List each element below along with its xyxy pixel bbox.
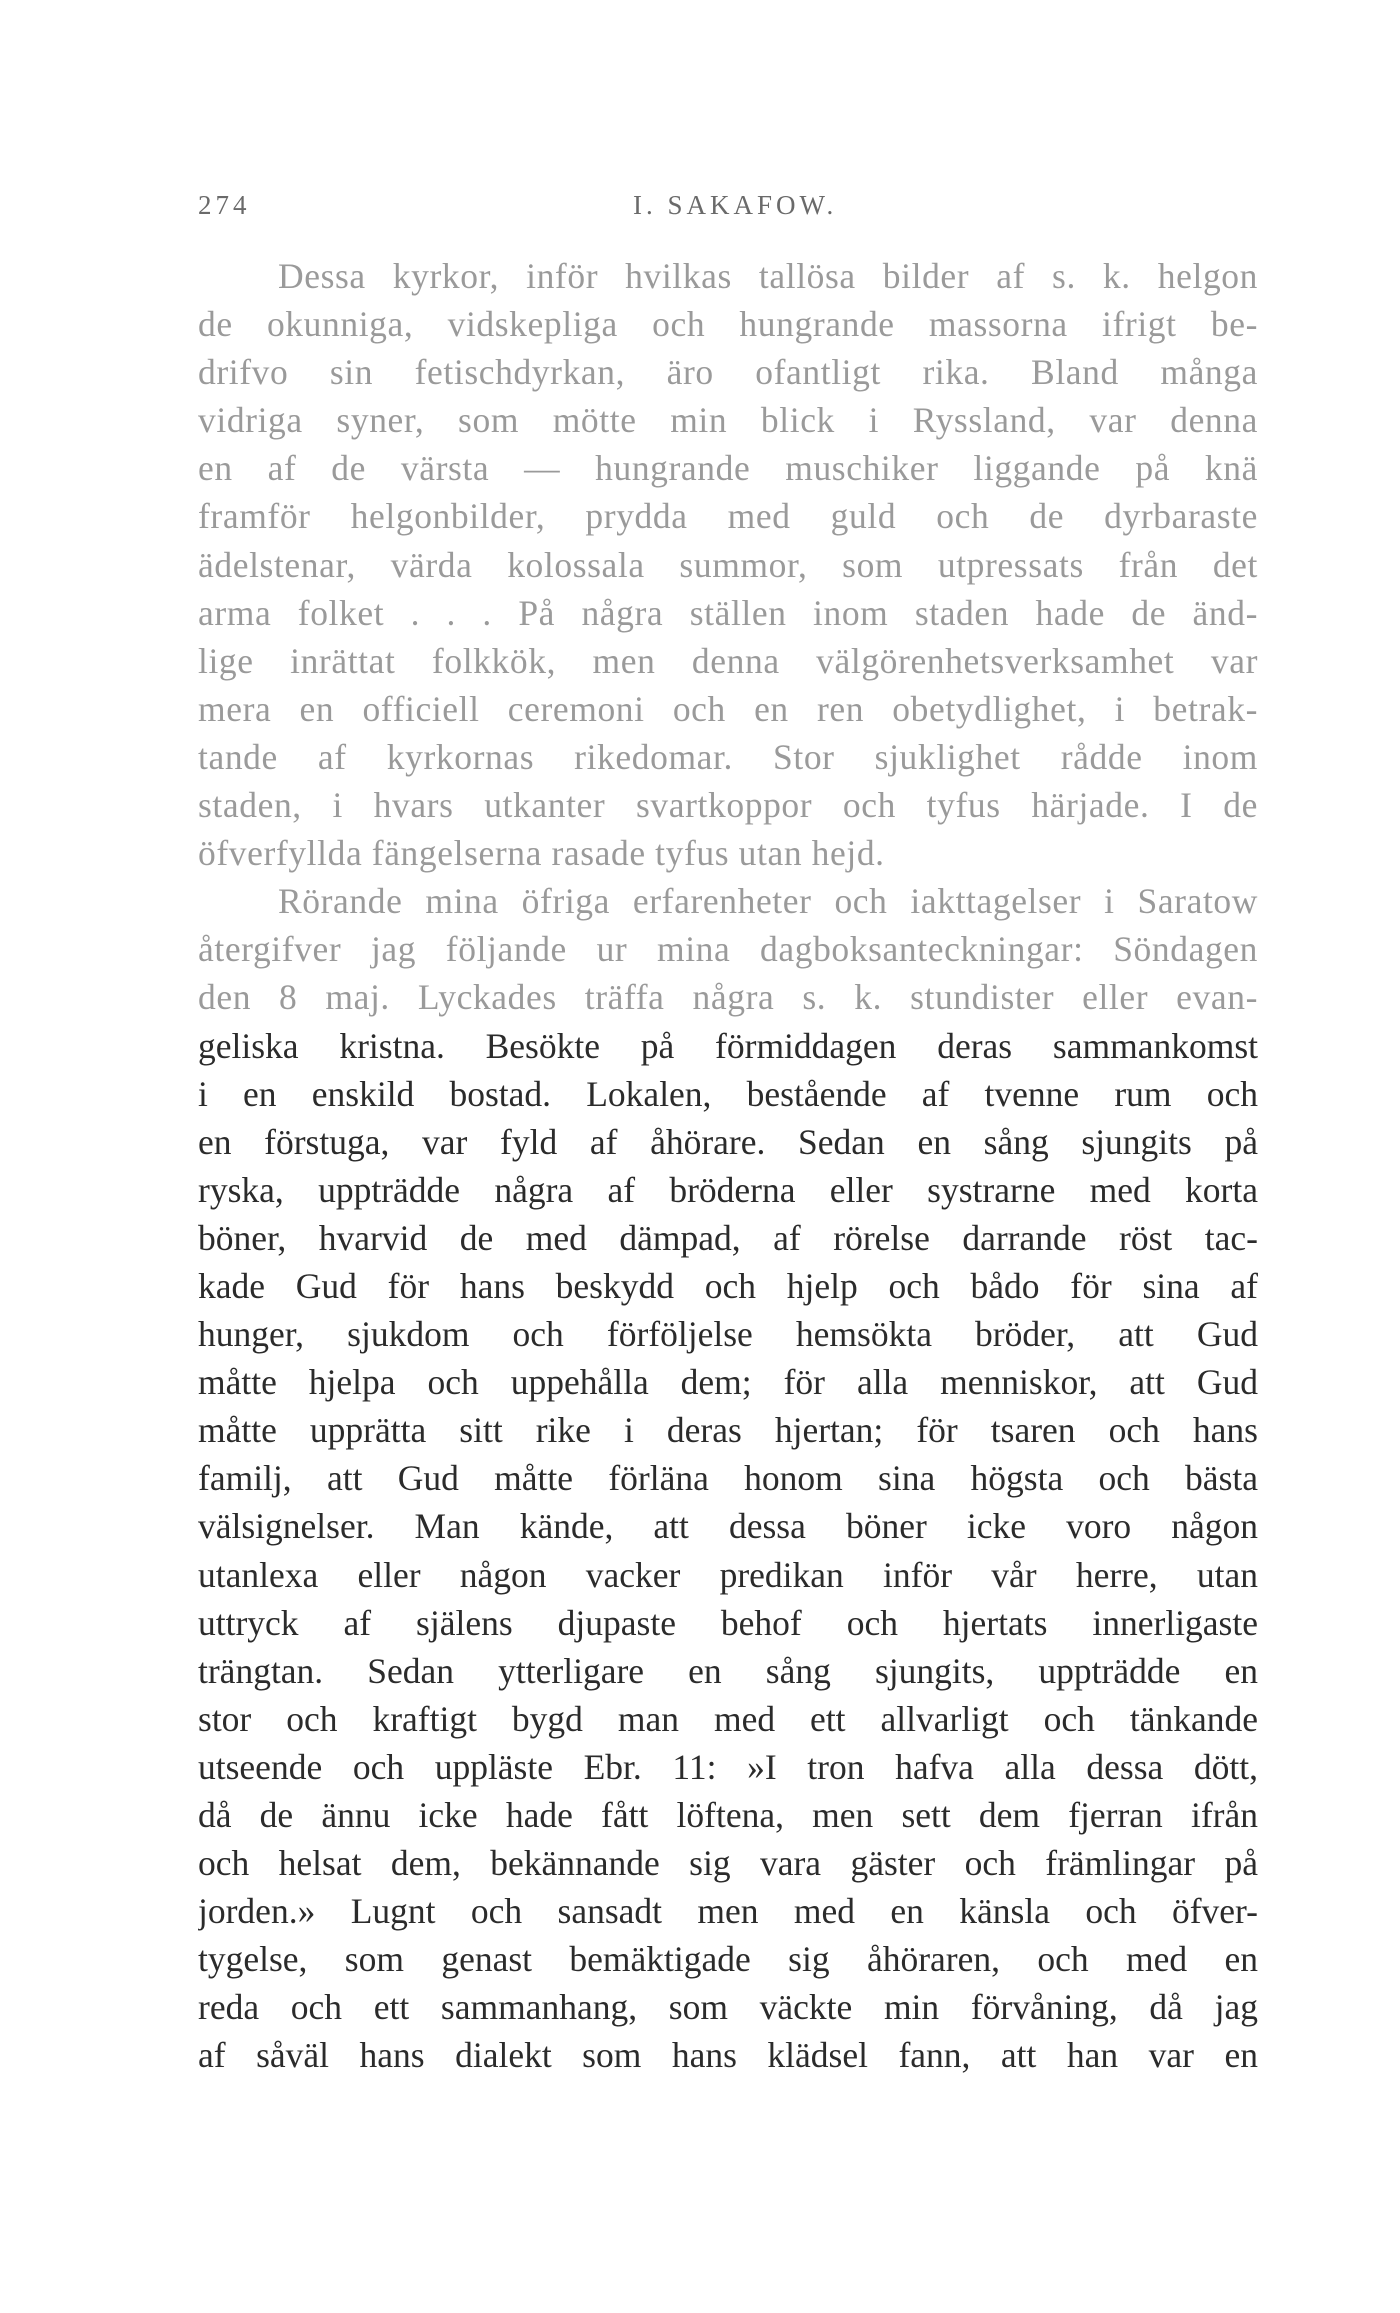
text-line: en förstuga, var fyld af åhörare. Sedan en sång sjungits på xyxy=(198,1121,1258,1162)
text-line: jorden.» Lugnt och sansadt men med en känsla och öfver- xyxy=(198,1891,1258,1932)
text-line: Dessa kyrkor, inför hvilkas tallösa bilder af s. k. helgon xyxy=(278,256,1258,296)
text-line: och helsat dem, bekännande sig vara gäster och främlingar på xyxy=(198,1843,1258,1884)
text-line: Rörande mina öfriga erfarenheter och iakttagelser i Saratow xyxy=(278,881,1258,922)
text-line: utanlexa eller någon vacker predikan inför vår herre, utan xyxy=(198,1554,1258,1595)
text-line: måtte hjelpa och uppehålla dem; för alla menniskor, att Gud xyxy=(198,1362,1258,1403)
text-line: lige inrättat folkkök, men denna välgörenhetsverksamhet var xyxy=(198,640,1258,681)
text-line: då de ännu icke hade fått löftena, men sett dem fjerran ifrån xyxy=(198,1795,1258,1835)
text-line: arma folket . . . På några ställen inom staden hade de änd- xyxy=(198,592,1258,633)
text-line: geliska kristna. Besökte på förmiddagen deras sammankomst xyxy=(198,1025,1258,1066)
text-line: vidriga syner, som mötte min blick i Ryssland, var denna xyxy=(198,400,1258,441)
text-line: drifvo sin fetischdyrkan, äro ofantligt rika. Bland många xyxy=(198,352,1258,393)
text-line: framför helgonbilder, prydda med guld och de dyrbaraste xyxy=(198,496,1258,537)
text-line: måtte upprätta sitt rike i deras hjertan; för tsaren och hans xyxy=(198,1410,1258,1451)
text-line: välsignelser. Man kände, att dessa böner icke voro någon xyxy=(198,1506,1258,1547)
page-number: 274 xyxy=(198,190,251,220)
body-text xyxy=(198,252,1258,2080)
text-line: reda och ett sammanhang, som väckte min förvåning, då jag xyxy=(198,1987,1258,2028)
text-line: mera en officiell ceremoni och en ren obetydlighet, i betrak- xyxy=(198,688,1258,729)
running-head xyxy=(198,190,1258,230)
text-line: utseende och uppläste Ebr. 11: »I tron hafva alla dessa dött, xyxy=(198,1746,1258,1787)
text-line: uttryck af själens djupaste behof och hjertats innerligaste xyxy=(198,1602,1258,1643)
text-line: ädelstenar, värda kolossala summor, som utpressats från det xyxy=(198,544,1258,585)
text-line: staden, i hvars utkanter svartkoppor och tyfus härjade. I de xyxy=(198,785,1258,826)
text-line: i en enskild bostad. Lokalen, bestående af tvenne rum och xyxy=(198,1073,1258,1114)
text-line: trängtan. Sedan ytterligare en sång sjungits, uppträdde en xyxy=(198,1650,1258,1691)
text-line: de okunniga, vidskepliga och hungrande massorna ifrigt be- xyxy=(198,304,1258,345)
text-line: stor och kraftigt bygd man med ett allvarligt och tänkande xyxy=(198,1698,1258,1739)
text-line: en af de värsta — hungrande muschiker liggande på knä xyxy=(198,448,1258,489)
text-line: hunger, sjukdom och förföljelse hemsökta bröder, att Gud xyxy=(198,1314,1258,1355)
text-line: den 8 maj. Lyckades träffa några s. k. stundister eller evan- xyxy=(198,977,1258,1018)
text-line: kade Gud för hans beskydd och hjelp och bådo för sina af xyxy=(198,1265,1258,1306)
text-line: öfverfyllda fängelserna rasade tyfus utan hejd. xyxy=(198,833,885,874)
text-line: af såväl hans dialekt som hans klädsel fann, att han var en xyxy=(198,2035,1258,2076)
running-head-author: I. SAKAFOW. xyxy=(633,190,838,220)
text-line: böner, hvarvid de med dämpad, af rörelse darrande röst tac- xyxy=(198,1217,1258,1258)
text-line: ryska, uppträdde några af bröderna eller systrarne med korta xyxy=(198,1169,1258,1210)
text-line: tande af kyrkornas rikedomar. Stor sjuklighet rådde inom xyxy=(198,736,1258,777)
text-line: återgifver jag följande ur mina dagboksanteckningar: Söndagen xyxy=(198,929,1258,970)
text-line: familj, att Gud måtte förläna honom sina högsta och bästa xyxy=(198,1458,1258,1499)
text-line: tygelse, som genast bemäktigade sig åhöraren, och med en xyxy=(198,1939,1258,1980)
